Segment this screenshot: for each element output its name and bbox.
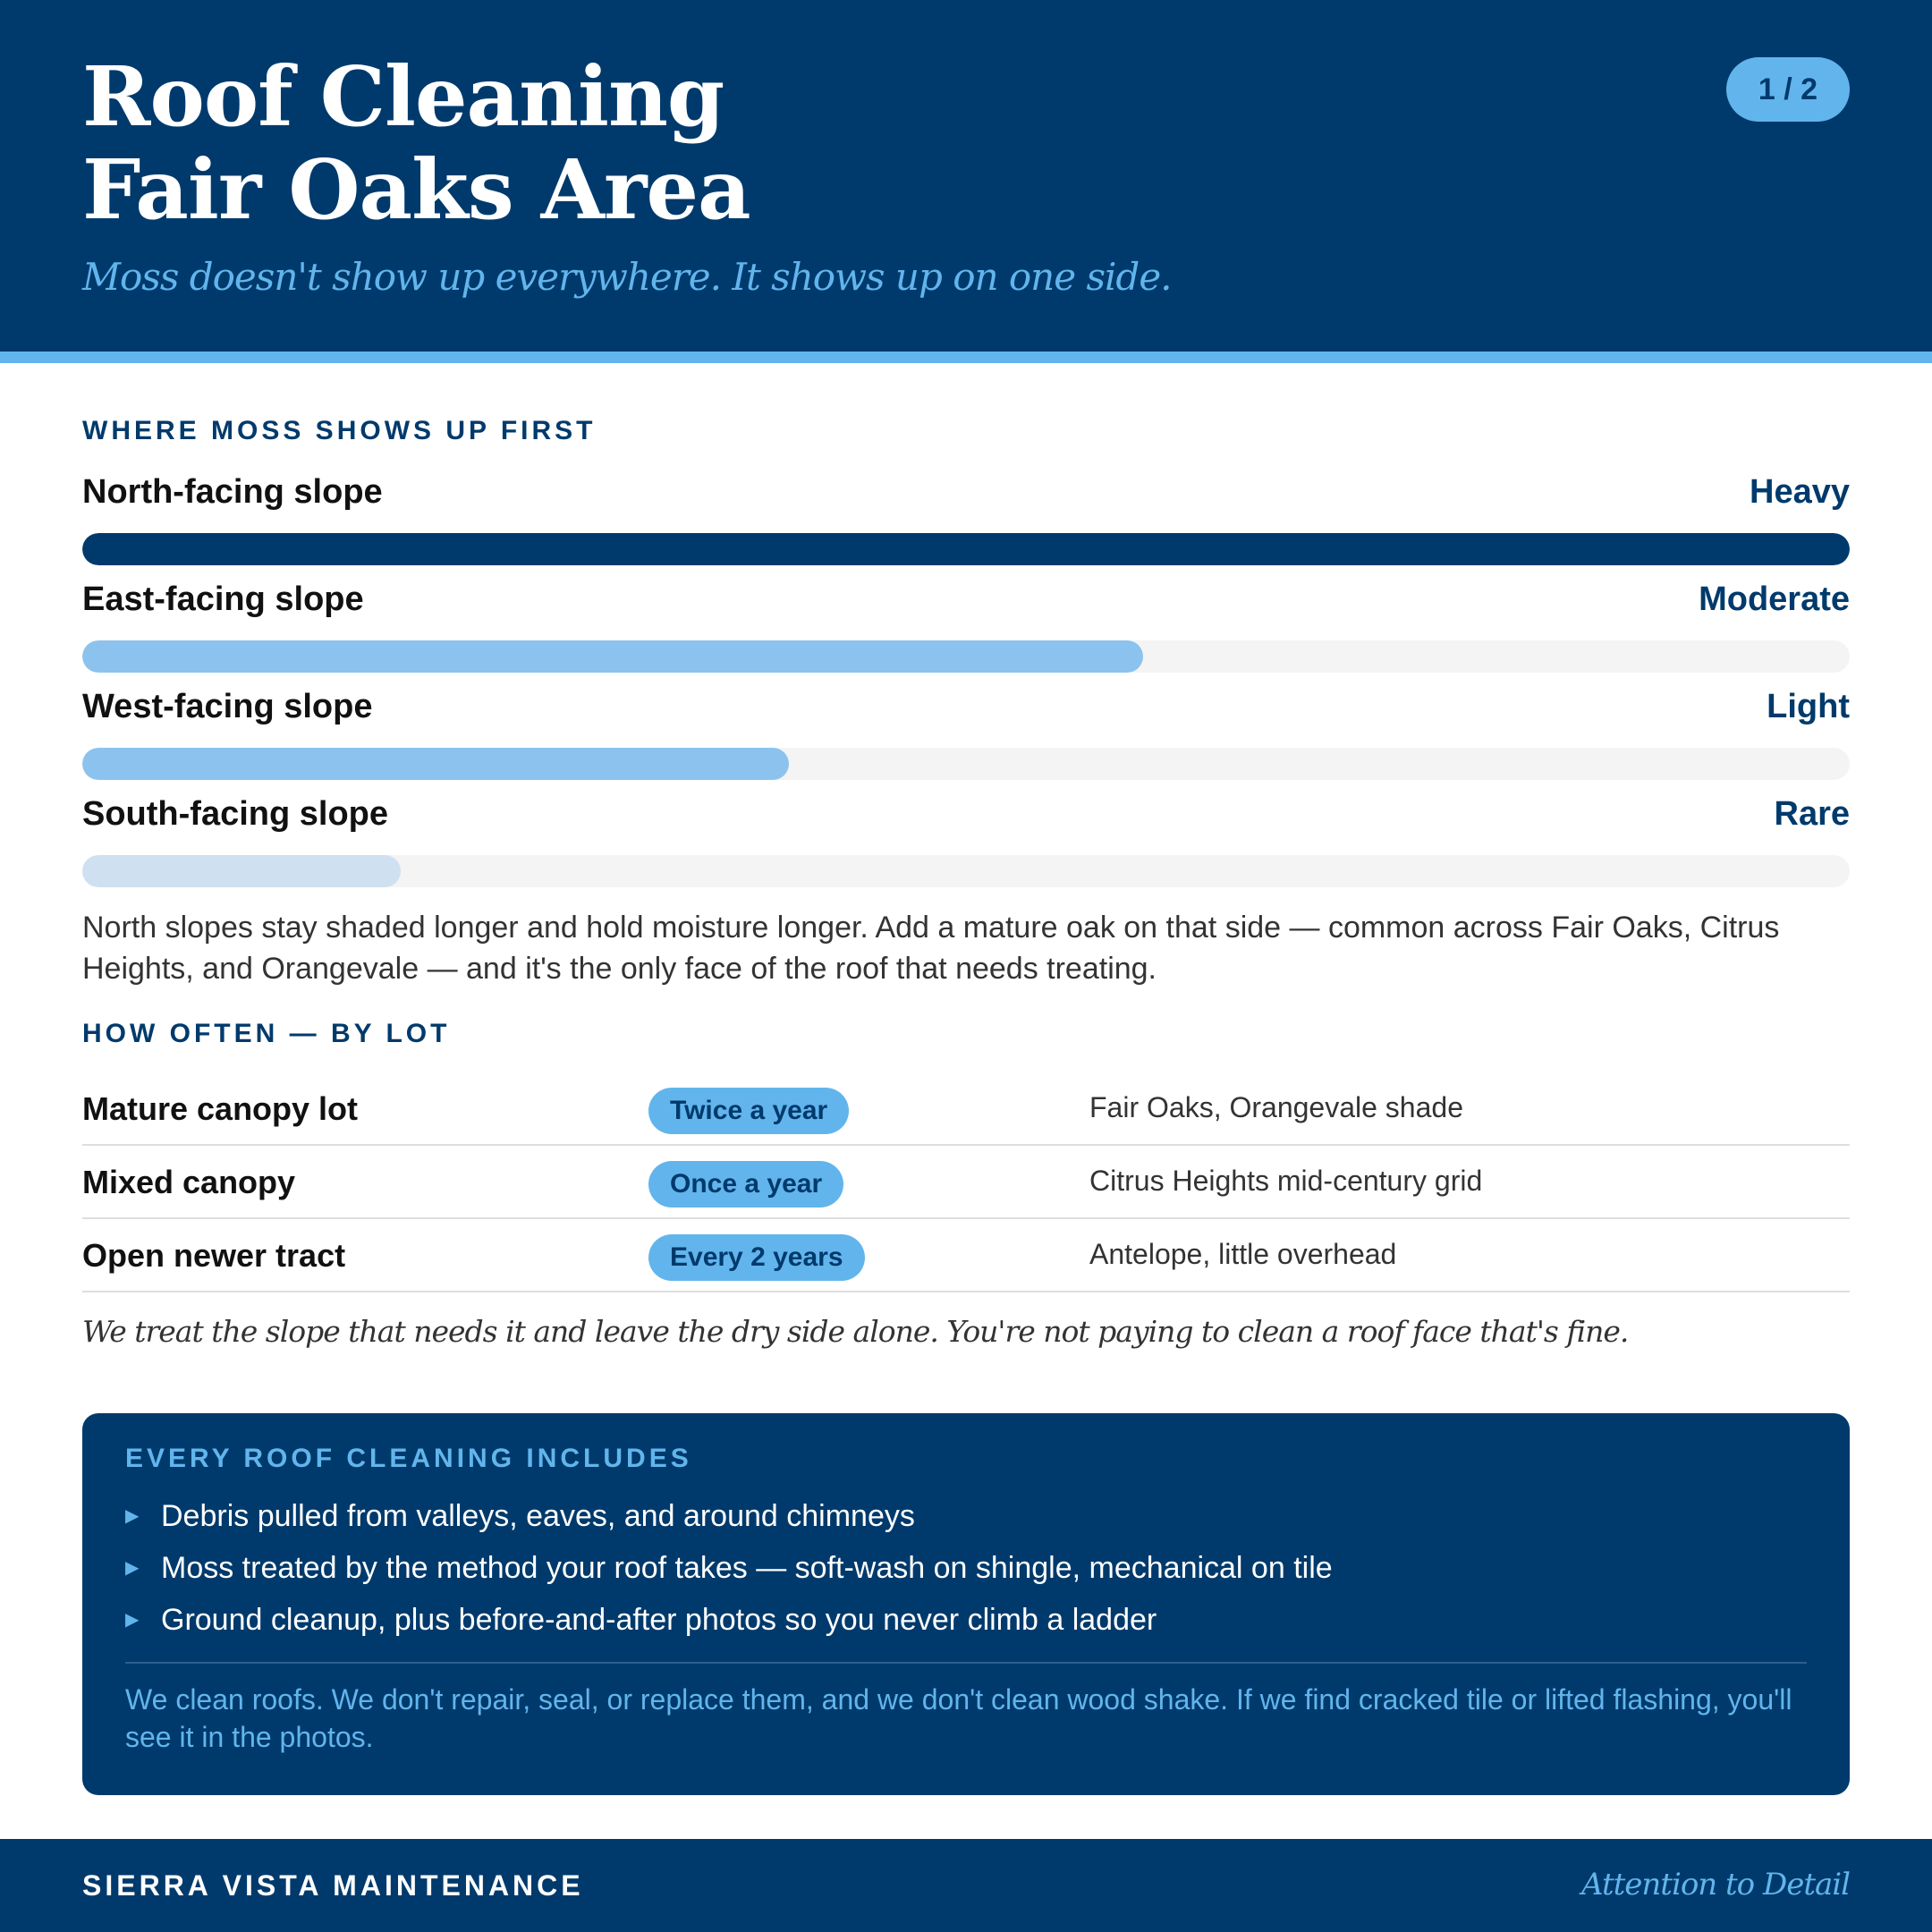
moss-level-track xyxy=(82,640,1850,673)
slope-level: Light xyxy=(1767,688,1850,725)
lot-area-description: Fair Oaks, Orangevale shade xyxy=(1089,1091,1463,1123)
slope-row-south xyxy=(82,792,1850,890)
title-line-1: Roof Cleaning xyxy=(82,48,724,145)
slope-name: West-facing slope xyxy=(82,688,373,725)
triangle-right-icon: ▶ xyxy=(125,1610,140,1630)
frequency-table xyxy=(82,1072,1850,1292)
moss-level-bar xyxy=(82,640,1143,673)
frequency-badge: Twice a year xyxy=(648,1088,849,1134)
header-accent-stripe xyxy=(0,352,1932,363)
slope-name: South-facing slope xyxy=(82,795,388,833)
slope-level: Rare xyxy=(1774,795,1850,833)
moss-explanation-note: North slopes stay shaded longer and hold moisture longer. Add a mature oak on that side — common across Fair Oaks, Citrus Heights, and Orangevale — and it's the only face of the roof that needs treating. xyxy=(82,911,1780,986)
triangle-right-icon: ▶ xyxy=(125,1558,140,1578)
slope-level: Moderate xyxy=(1699,580,1850,618)
slope-row-west xyxy=(82,684,1850,783)
lot-type: Open newer tract xyxy=(82,1237,346,1274)
moss-section-label: WHERE MOSS SHOWS UP FIRST xyxy=(82,416,597,445)
table-row xyxy=(82,1072,1850,1146)
divider xyxy=(125,1662,1807,1664)
moss-level-bar xyxy=(82,748,789,780)
table-row xyxy=(82,1146,1850,1219)
page-title xyxy=(82,50,1424,236)
closing-statement: We treat the slope that needs it and leave the dry side alone. You're not paying to clean a roof face that's fine. xyxy=(82,1314,1629,1349)
page-subtitle: Moss doesn't show up everywhere. It shows up on one side. xyxy=(82,255,1172,299)
slope-level: Heavy xyxy=(1750,473,1850,511)
lot-area-description: Citrus Heights mid-century grid xyxy=(1089,1165,1483,1197)
moss-level-track xyxy=(82,855,1850,887)
slope-row-east xyxy=(82,577,1850,675)
lot-area-description: Antelope, little overhead xyxy=(1089,1238,1397,1270)
footer-band xyxy=(0,1839,1932,1932)
includes-label: EVERY ROOF CLEANING INCLUDES xyxy=(125,1444,692,1473)
triangle-right-icon: ▶ xyxy=(125,1506,140,1526)
include-item-text: Ground cleanup, plus before-and-after photos so you never climb a ladder xyxy=(161,1603,1157,1637)
lot-type: Mixed canopy xyxy=(82,1164,296,1200)
lot-type: Mature canopy lot xyxy=(82,1090,359,1127)
slope-name: North-facing slope xyxy=(82,473,383,511)
slope-row-north xyxy=(82,470,1850,568)
frequency-badge: Every 2 years xyxy=(648,1234,865,1281)
moss-level-bar xyxy=(82,855,401,887)
header-band xyxy=(0,0,1932,352)
table-row xyxy=(82,1219,1850,1292)
frequency-section-label: HOW OFTEN — BY LOT xyxy=(82,1019,451,1048)
moss-level-bar xyxy=(82,533,1850,565)
title-line-2: Fair Oaks Area xyxy=(82,141,750,238)
page-indicator-badge: 1 / 2 xyxy=(1726,57,1850,122)
moss-level-track xyxy=(82,533,1850,565)
include-item-text: Moss treated by the method your roof takes — soft-wash on shingle, mechanical on tile xyxy=(161,1551,1333,1585)
moss-level-track xyxy=(82,748,1850,780)
include-item-text: Debris pulled from valleys, eaves, and around chimneys xyxy=(161,1499,915,1533)
slope-name: East-facing slope xyxy=(82,580,364,618)
company-name: SIERRA VISTA MAINTENANCE xyxy=(82,1869,584,1902)
service-disclaimer: We clean roofs. We don't repair, seal, or replace them, and we don't clean wood shake. If we find cracked tile or lifted flashing, you'll see it in the photos. xyxy=(125,1683,1792,1753)
includes-panel xyxy=(82,1413,1850,1795)
company-tagline: Attention to Detail xyxy=(1580,1867,1850,1902)
frequency-badge: Once a year xyxy=(648,1161,843,1208)
